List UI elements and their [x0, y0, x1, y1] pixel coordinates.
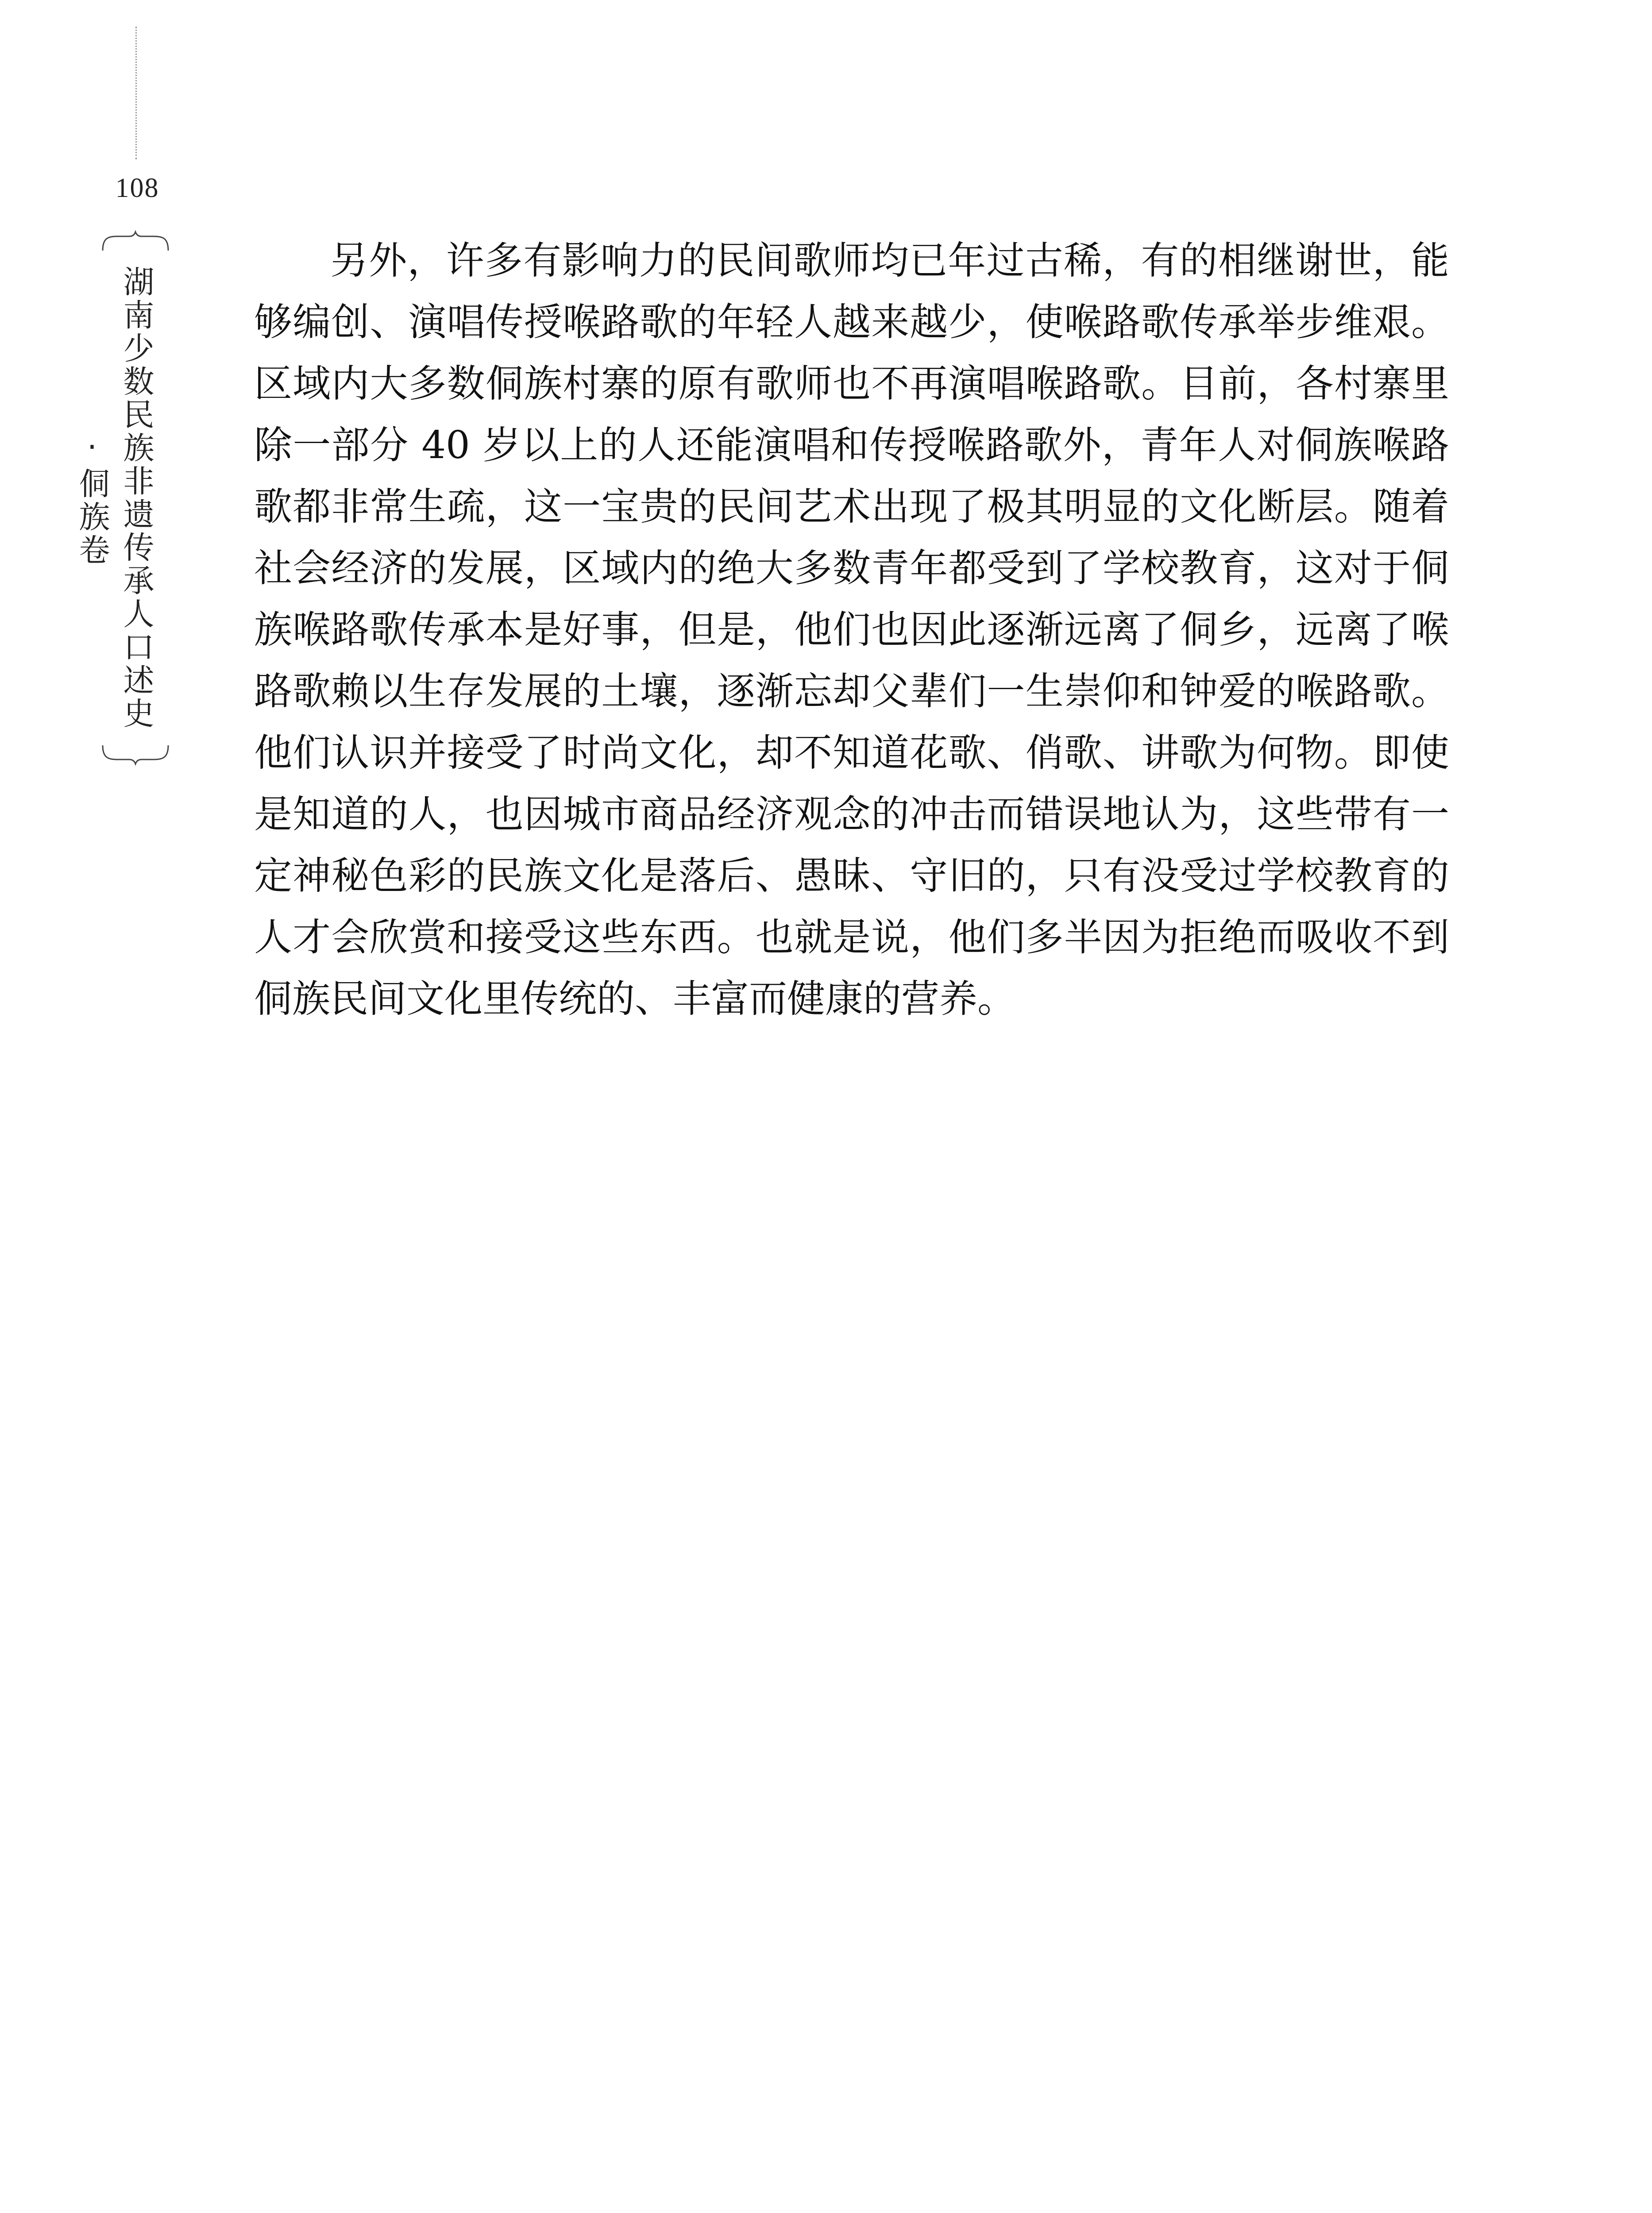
margin-dotted-rule [135, 27, 137, 159]
body-paragraph: 另外，许多有影响力的民间歌师均已年过古稀，有的相继谢世，能够编创、演唱传授喉路歌的年轻人越来越少，使喉路歌传承举步维艰。区域内大多数侗族村寨的原有歌师也不再演唱喉路歌。目前，各村寨里除一部分 40 岁以上的人还能演唱和传授喉路歌外，青年人对侗族喉路歌都非常生疏，这一宝贵的民间艺术出现了极其明显的文化断层。随着社会经济的发展，区域内的绝大多数青年都受到了学校教育，这对于侗族喉路歌传承本是好事，但是，他们也因此逐渐远离了侗乡，远离了喉路歌赖以生存发展的土壤，逐渐忘却父辈们一生崇仰和钟爱的喉路歌。他们认识并接受了时尚文化，却不知道花歌、俏歌、讲歌为何物。即使是知道的人，也因城市商品经济观念的冲击而错误地认为，这些带有一定神秘色彩的民族文化是落后、愚昧、守旧的，只有没受过学校教育的人才会欣赏和接受这些东西。也就是说，他们多半因为拒绝而吸收不到侗族民间文化里传统的、丰富而健康的营养。 [254, 239, 1449, 1021]
running-head [74, 230, 171, 766]
page-number: 108 [115, 173, 159, 203]
running-head-title: 湖南少数民族非遗传承人口述史·侗族卷 [74, 266, 154, 730]
bracket-bottom-ornament [100, 744, 171, 766]
bracket-top-ornament [100, 230, 171, 252]
